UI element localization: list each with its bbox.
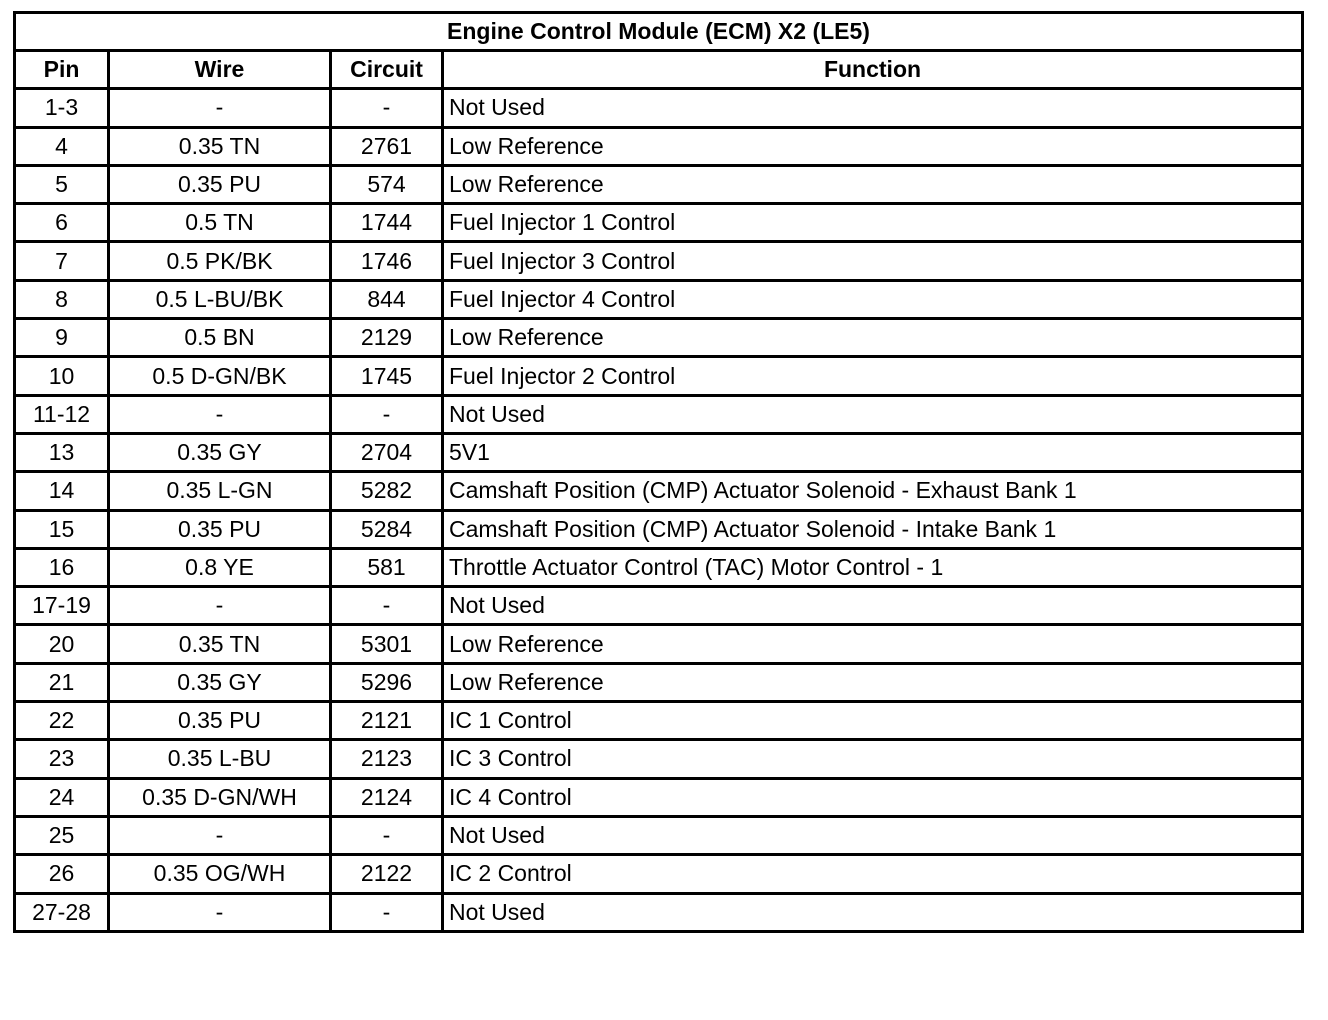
pin-cell: 21 [15, 663, 109, 701]
function-cell: Fuel Injector 3 Control [443, 242, 1303, 280]
wire-cell: 0.35 PU [109, 165, 331, 203]
circuit-cell: - [331, 395, 443, 433]
circuit-cell: 5301 [331, 625, 443, 663]
wire-cell: 0.5 L-BU/BK [109, 280, 331, 318]
circuit-cell: 2129 [331, 319, 443, 357]
function-cell: Fuel Injector 1 Control [443, 204, 1303, 242]
table-row [15, 127, 1303, 165]
pin-cell: 10 [15, 357, 109, 395]
pin-cell: 11-12 [15, 395, 109, 433]
wire-cell: - [109, 587, 331, 625]
table-row [15, 702, 1303, 740]
table-row [15, 625, 1303, 663]
pin-cell: 4 [15, 127, 109, 165]
circuit-cell: 2704 [331, 433, 443, 471]
circuit-cell: 2121 [331, 702, 443, 740]
header-pin: Pin [15, 51, 109, 89]
circuit-cell: 1746 [331, 242, 443, 280]
pin-cell: 14 [15, 472, 109, 510]
wire-cell: 0.35 PU [109, 702, 331, 740]
connector-pinout-table [13, 11, 1304, 933]
wire-cell: 0.5 PK/BK [109, 242, 331, 280]
table-row [15, 204, 1303, 242]
pin-cell: 22 [15, 702, 109, 740]
pin-cell: 7 [15, 242, 109, 280]
circuit-cell: 844 [331, 280, 443, 318]
function-cell: Low Reference [443, 663, 1303, 701]
function-cell: Fuel Injector 2 Control [443, 357, 1303, 395]
function-cell: IC 3 Control [443, 740, 1303, 778]
function-cell: Not Used [443, 89, 1303, 127]
pin-cell: 9 [15, 319, 109, 357]
wire-cell: 0.35 PU [109, 510, 331, 548]
table-body [15, 89, 1303, 932]
table-row [15, 89, 1303, 127]
header-function: Function [443, 51, 1303, 89]
wire-cell: 0.35 D-GN/WH [109, 778, 331, 816]
function-cell: Low Reference [443, 625, 1303, 663]
table-title-row [15, 13, 1303, 51]
circuit-cell: - [331, 89, 443, 127]
header-wire: Wire [109, 51, 331, 89]
pin-cell: 24 [15, 778, 109, 816]
function-cell: Camshaft Position (CMP) Actuator Solenoid - Intake Bank 1 [443, 510, 1303, 548]
pin-cell: 15 [15, 510, 109, 548]
table-row [15, 319, 1303, 357]
pin-cell: 1-3 [15, 89, 109, 127]
circuit-cell: - [331, 893, 443, 931]
pin-cell: 27-28 [15, 893, 109, 931]
table-row [15, 395, 1303, 433]
function-cell: Low Reference [443, 319, 1303, 357]
pin-cell: 5 [15, 165, 109, 203]
table-title: Engine Control Module (ECM) X2 (LE5) [15, 13, 1303, 51]
wire-cell: - [109, 89, 331, 127]
wire-cell: 0.35 TN [109, 127, 331, 165]
circuit-cell: 1745 [331, 357, 443, 395]
pin-cell: 25 [15, 816, 109, 854]
function-cell: Low Reference [443, 165, 1303, 203]
pin-cell: 26 [15, 855, 109, 893]
function-cell: Not Used [443, 816, 1303, 854]
function-cell: IC 4 Control [443, 778, 1303, 816]
table-header-row [15, 51, 1303, 89]
circuit-cell: 5296 [331, 663, 443, 701]
function-cell: Fuel Injector 4 Control [443, 280, 1303, 318]
wire-cell: 0.35 GY [109, 433, 331, 471]
circuit-cell: 2761 [331, 127, 443, 165]
table-row [15, 280, 1303, 318]
table-row [15, 242, 1303, 280]
table-row [15, 587, 1303, 625]
circuit-cell: 574 [331, 165, 443, 203]
connector-pinout-table-container [13, 11, 1301, 933]
table-row [15, 740, 1303, 778]
function-cell: Throttle Actuator Control (TAC) Motor Control - 1 [443, 548, 1303, 586]
table-row [15, 816, 1303, 854]
pin-cell: 23 [15, 740, 109, 778]
wire-cell: - [109, 816, 331, 854]
pin-cell: 6 [15, 204, 109, 242]
table-row [15, 548, 1303, 586]
function-cell: IC 2 Control [443, 855, 1303, 893]
pin-cell: 16 [15, 548, 109, 586]
table-row [15, 472, 1303, 510]
circuit-cell: 2123 [331, 740, 443, 778]
circuit-cell: 581 [331, 548, 443, 586]
table-row [15, 855, 1303, 893]
wire-cell: 0.5 D-GN/BK [109, 357, 331, 395]
circuit-cell: 5284 [331, 510, 443, 548]
wire-cell: 0.5 TN [109, 204, 331, 242]
wire-cell: 0.35 GY [109, 663, 331, 701]
table-row [15, 893, 1303, 931]
table-row [15, 433, 1303, 471]
circuit-cell: - [331, 587, 443, 625]
circuit-cell: 5282 [331, 472, 443, 510]
pin-cell: 13 [15, 433, 109, 471]
wire-cell: 0.5 BN [109, 319, 331, 357]
function-cell: Not Used [443, 893, 1303, 931]
function-cell: 5V1 [443, 433, 1303, 471]
circuit-cell: - [331, 816, 443, 854]
wire-cell: - [109, 395, 331, 433]
wire-cell: 0.35 L-GN [109, 472, 331, 510]
circuit-cell: 2124 [331, 778, 443, 816]
table-row [15, 357, 1303, 395]
function-cell: Not Used [443, 587, 1303, 625]
circuit-cell: 2122 [331, 855, 443, 893]
function-cell: Not Used [443, 395, 1303, 433]
table-row [15, 510, 1303, 548]
wire-cell: 0.35 TN [109, 625, 331, 663]
function-cell: Camshaft Position (CMP) Actuator Solenoid - Exhaust Bank 1 [443, 472, 1303, 510]
table-row [15, 778, 1303, 816]
wire-cell: 0.35 OG/WH [109, 855, 331, 893]
pin-cell: 8 [15, 280, 109, 318]
wire-cell: 0.35 L-BU [109, 740, 331, 778]
pin-cell: 20 [15, 625, 109, 663]
pin-cell: 17-19 [15, 587, 109, 625]
table-row [15, 165, 1303, 203]
header-circuit: Circuit [331, 51, 443, 89]
wire-cell: 0.8 YE [109, 548, 331, 586]
circuit-cell: 1744 [331, 204, 443, 242]
function-cell: IC 1 Control [443, 702, 1303, 740]
wire-cell: - [109, 893, 331, 931]
table-row [15, 663, 1303, 701]
function-cell: Low Reference [443, 127, 1303, 165]
